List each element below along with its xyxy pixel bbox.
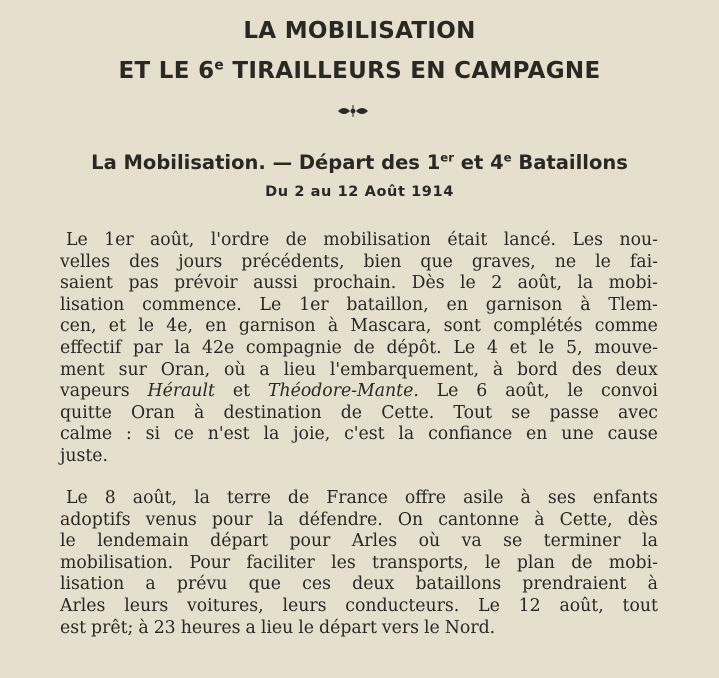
word: prochain. — [313, 273, 397, 294]
word: 4 — [486, 337, 498, 358]
text-line — [60, 424, 658, 446]
word: Le — [478, 595, 500, 616]
word: mobilisation — [323, 230, 431, 250]
section-title — [0, 151, 719, 174]
word: offre — [404, 488, 447, 508]
word: bien — [363, 251, 402, 272]
word: août, — [132, 488, 178, 508]
text-line — [60, 338, 658, 360]
word: les — [331, 552, 356, 573]
word: commence. — [142, 294, 242, 315]
word: mobi- — [608, 273, 658, 294]
word: deux — [615, 359, 658, 380]
word: le — [424, 617, 440, 638]
word: de — [287, 488, 310, 508]
word: faciliter — [246, 552, 315, 573]
word: le — [538, 337, 555, 358]
word: joie, — [293, 424, 331, 445]
word: 12 — [518, 595, 541, 616]
word: lieu — [283, 359, 316, 380]
word: tout — [622, 595, 658, 616]
word: le — [138, 316, 154, 337]
word: velles — [60, 251, 111, 272]
word: Nord. — [444, 617, 496, 638]
text-line — [60, 574, 658, 596]
word: Arles — [60, 595, 106, 616]
word: passe — [549, 402, 599, 423]
word: où — [418, 531, 441, 552]
word: bord — [517, 359, 558, 380]
word: graves, — [471, 251, 536, 272]
text-line — [60, 381, 658, 403]
word: de — [571, 552, 593, 573]
word: août, — [517, 273, 562, 294]
word: Pour — [189, 552, 231, 573]
text-line — [60, 273, 658, 295]
word: a — [145, 574, 156, 595]
word: si — [145, 424, 161, 445]
title-text: ET LE 6 — [118, 58, 215, 84]
word: saient — [60, 273, 113, 294]
word: n'est — [207, 424, 250, 445]
word: la — [577, 273, 594, 294]
word: août, — [559, 595, 604, 616]
word: que — [248, 574, 281, 595]
word: deux — [352, 574, 395, 595]
word: bataillon, — [346, 294, 429, 315]
word: 1er — [299, 294, 329, 315]
word: aussi — [253, 273, 298, 294]
word: la — [174, 337, 191, 358]
word: et — [509, 337, 527, 358]
word: lendemain — [97, 531, 189, 552]
word: à — [194, 402, 205, 423]
word: complétés — [493, 316, 583, 337]
word: vers — [381, 617, 420, 638]
word: est — [60, 617, 87, 638]
word: enfants — [592, 488, 658, 508]
word: à — [492, 359, 504, 380]
word: l'embarquement, — [329, 359, 479, 380]
word: lisation — [60, 294, 125, 315]
word: garnison — [238, 316, 316, 337]
word: et — [108, 316, 126, 337]
word: terre — [226, 488, 271, 508]
word: mobi- — [608, 552, 658, 573]
word: pour — [211, 509, 253, 530]
word: a — [259, 359, 270, 380]
word: Le — [66, 488, 88, 508]
word: transports, — [372, 552, 469, 573]
word: lisation — [60, 574, 125, 595]
word: a — [245, 617, 256, 638]
word: des — [571, 359, 602, 380]
word: garnison — [485, 294, 563, 315]
word: Mascara, — [350, 316, 432, 337]
word: 2 — [491, 273, 503, 294]
word: adoptifs — [60, 509, 131, 530]
text-line — [60, 252, 658, 274]
word: en — [446, 294, 468, 315]
word: On — [397, 509, 424, 530]
word: mobilisation. — [60, 552, 174, 573]
word: 4e, — [166, 316, 193, 337]
title-superscript: e — [214, 57, 225, 74]
word: et — [232, 381, 251, 402]
date-subtitle: Du 2 au 12 Août 1914 — [265, 184, 454, 200]
word: pas — [128, 273, 159, 294]
word: pour — [289, 531, 331, 552]
ship-name: Théodore-Mante. — [267, 381, 419, 402]
word: précédents, — [241, 251, 345, 272]
word: plan — [516, 552, 555, 573]
word: destination — [223, 402, 322, 423]
word: que — [420, 251, 453, 272]
word: ment — [60, 359, 105, 380]
word: dépôt. — [386, 337, 442, 358]
word: à — [534, 509, 545, 530]
word: lancé. — [503, 230, 557, 250]
word: se — [511, 402, 531, 423]
text-line — [60, 360, 658, 382]
word: Oran — [131, 402, 175, 423]
word: le — [298, 617, 315, 638]
word: le — [595, 251, 611, 272]
word: conducteurs. — [345, 595, 460, 616]
word: juste. — [60, 445, 109, 466]
word: lieu — [260, 617, 294, 638]
section-title-text: La Mobilisation. — Départ des 1 — [91, 151, 441, 174]
word: cause — [607, 424, 658, 445]
word: de — [285, 230, 307, 250]
word: Tout — [453, 402, 493, 423]
word: en — [526, 424, 548, 445]
word: la — [642, 531, 658, 552]
word: quitte — [60, 402, 112, 423]
word: cantonne — [438, 509, 520, 530]
word: 8 — [104, 488, 116, 508]
word: effectif — [60, 337, 122, 358]
word: le — [484, 552, 501, 573]
word: leurs — [124, 595, 169, 616]
word: bataillons — [415, 574, 502, 595]
word: départ — [319, 617, 377, 638]
word: nou- — [619, 230, 658, 250]
word: compagnie — [245, 337, 342, 358]
word: comme — [594, 316, 658, 337]
word: par — [133, 337, 163, 358]
text-line — [60, 596, 658, 618]
text-line — [60, 446, 658, 468]
word: de — [340, 402, 363, 423]
word: France — [326, 488, 388, 508]
word: dès — [627, 509, 658, 530]
ship-name: Hérault — [147, 381, 215, 402]
word: prévu — [176, 574, 228, 595]
word: confiance — [428, 424, 513, 445]
text-line — [60, 531, 658, 553]
word: Les — [572, 230, 604, 250]
word: Le — [66, 230, 88, 250]
word: en — [205, 316, 227, 337]
word: Dès — [411, 273, 445, 294]
word: à — [520, 488, 531, 508]
word: Arles — [351, 531, 398, 552]
word: vapeurs — [60, 381, 130, 402]
word: prévoir — [174, 273, 238, 294]
section-title-text: Bataillons — [511, 151, 628, 174]
word: Oran, — [160, 359, 211, 380]
word: août, — [150, 230, 195, 250]
text-line — [60, 316, 658, 338]
word: fai- — [629, 251, 658, 272]
word: mouve- — [594, 337, 658, 358]
word: sur — [118, 359, 147, 380]
word: cen, — [60, 316, 97, 337]
word: jours — [178, 251, 223, 272]
text-line — [60, 230, 658, 252]
paragraph-2 — [60, 488, 658, 639]
word: le — [460, 273, 476, 294]
word: à — [138, 617, 149, 638]
word: la — [263, 424, 280, 445]
word: Le — [453, 337, 476, 358]
word: sont — [443, 316, 481, 337]
word: 23 — [153, 617, 176, 638]
text-line — [60, 618, 658, 640]
word: calme — [60, 424, 113, 445]
text-line — [60, 510, 658, 532]
word: à — [647, 574, 658, 595]
word: où — [223, 359, 246, 380]
text-line — [60, 295, 658, 317]
word: va — [461, 531, 482, 552]
word: c'est — [344, 424, 385, 445]
word: leurs — [282, 595, 327, 616]
word: ses — [547, 488, 576, 508]
word: asile — [463, 488, 504, 508]
word: de — [353, 337, 375, 358]
title-text: TIRAILLEURS EN CAMPAGNE — [224, 58, 601, 84]
word: ce — [173, 424, 194, 445]
word: ne — [554, 251, 577, 272]
word: Cette, — [559, 509, 613, 530]
word: Cette. — [381, 402, 435, 423]
word: l'ordre — [210, 230, 270, 250]
word: heures — [180, 617, 241, 638]
word: la — [398, 424, 415, 445]
word: Le — [436, 381, 459, 402]
section-title-superscript: e — [503, 150, 512, 165]
word: 6 — [476, 381, 488, 402]
section-title-text: et 4 — [453, 151, 504, 174]
word: prendraient — [522, 574, 627, 595]
word: la — [194, 488, 210, 508]
word: Tlem- — [608, 294, 658, 315]
word: des — [129, 251, 160, 272]
word: était — [447, 230, 488, 250]
fleuron-ornament-icon — [336, 104, 370, 118]
word: défendre. — [298, 509, 383, 530]
text-line — [60, 488, 658, 510]
word: Le — [259, 294, 282, 315]
word: ces — [302, 574, 331, 595]
word: prêt; — [91, 617, 134, 638]
text-line — [60, 553, 658, 575]
text-line — [60, 403, 658, 425]
word: se — [503, 531, 523, 552]
section-title-superscript: er — [440, 150, 454, 165]
word: à — [327, 316, 339, 337]
chapter-title-line-1: LA MOBILISATION — [243, 18, 476, 44]
word: à — [580, 294, 591, 315]
word: voitures, — [187, 595, 264, 616]
word: convoi — [601, 381, 658, 402]
paragraph-1 — [60, 230, 658, 468]
word: terminer — [543, 531, 621, 552]
chapter-title-line-2 — [0, 58, 719, 84]
word: la — [267, 509, 284, 530]
word: : — [125, 424, 132, 445]
word: 42e — [201, 337, 235, 358]
word: venus — [145, 509, 197, 530]
word: une — [561, 424, 594, 445]
word: le — [567, 381, 584, 402]
word: 5, — [565, 337, 583, 358]
word: août, — [505, 381, 550, 402]
word: avec — [618, 402, 658, 423]
word: le — [60, 531, 76, 552]
word: départ — [210, 531, 269, 552]
word: 1er — [104, 230, 134, 250]
